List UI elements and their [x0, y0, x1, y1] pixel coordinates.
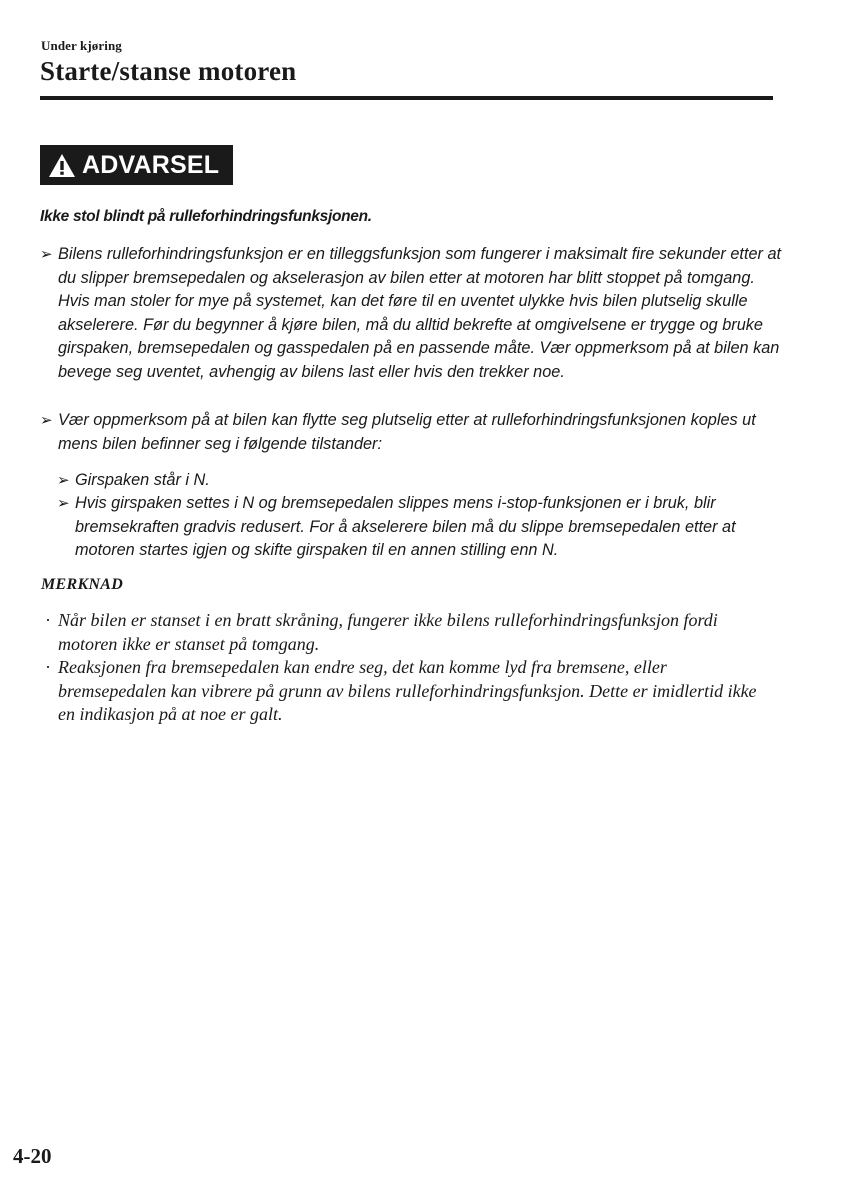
- sub-bullet-text: Girspaken står i N.: [75, 471, 210, 489]
- warning-triangle-icon: [48, 153, 76, 178]
- note-item: [45, 656, 778, 727]
- warning-badge: [40, 145, 233, 185]
- dot-bullet-icon: ·: [45, 657, 51, 677]
- note-text: Når bilen er stanset i en bratt skråning, fungerer ikke bilens rulleforhindringsfunksjon fordi motoren ikke er stanset på tomgang.: [58, 610, 718, 654]
- arrow-bullet-icon: ➢: [40, 412, 53, 429]
- note-item: [45, 609, 778, 656]
- warning-bullet: [40, 243, 788, 385]
- warning-label: ADVARSEL: [82, 150, 220, 179]
- page-number: 4-20: [13, 1144, 52, 1168]
- arrow-bullet-icon: ➢: [57, 472, 70, 489]
- warning-sub-bullet: [57, 492, 775, 563]
- title-rule: [40, 96, 773, 100]
- page-title: Starte/stanse motoren: [40, 56, 297, 86]
- warning-sub-bullet: [57, 469, 775, 493]
- dot-bullet-icon: ·: [45, 610, 51, 630]
- note-text: Reaksjonen fra bremsepedalen kan endre seg, det kan komme lyd fra bremsene, eller bremsepedalen kan vibrere på grunn av bilens rulleforhindringsfunksjon. Dette er imidlertid ikke en indikasjon på at noe er galt.: [58, 657, 757, 725]
- arrow-bullet-icon: ➢: [57, 495, 70, 512]
- note-heading: MERKNAD: [41, 576, 124, 593]
- arrow-bullet-icon: ➢: [40, 246, 53, 263]
- warning-bullet: [40, 409, 788, 456]
- bullet-text: Bilens rulleforhindringsfunksjon er en tilleggsfunksjon som fungerer i maksimalt fire sekunder etter at du slipper bremsepedalen og akselerasjon av bilen etter at motoren har blitt stoppet på tomgang. Hvis man stoler for mye på systemet, kan det føre til en uventet ulykke hvis bilen plutselig skulle akselerere. Før du begynner å kjøre bilen, må du alltid bekrefte at omgivelsene er trygge og bruke girspaken, bremsepedalen og gasspedalen på en passende måte. Vær oppmerksom på at bilen kan bevege seg uventet, avhengig av bilens last eller hvis den trekker noe.: [58, 245, 782, 381]
- section-label: Under kjøring: [41, 38, 122, 53]
- bullet-text: Vær oppmerksom på at bilen kan flytte seg plutselig etter at rulleforhindringsfunksjonen koples ut mens bilen befinner seg i følgende tilstander:: [58, 411, 756, 453]
- warning-heading: Ikke stol blindt på rulleforhindringsfunksjonen.: [40, 208, 372, 225]
- sub-bullet-text: Hvis girspaken settes i N og bremsepedalen slippes mens i-stop-funksjonen er i bruk, blir bremsekraften gradvis redusert. For å akselerere bilen må du slippe bremsepedalen etter at motoren startes igjen og skifte girspaken til en annen stilling enn N.: [75, 494, 736, 560]
